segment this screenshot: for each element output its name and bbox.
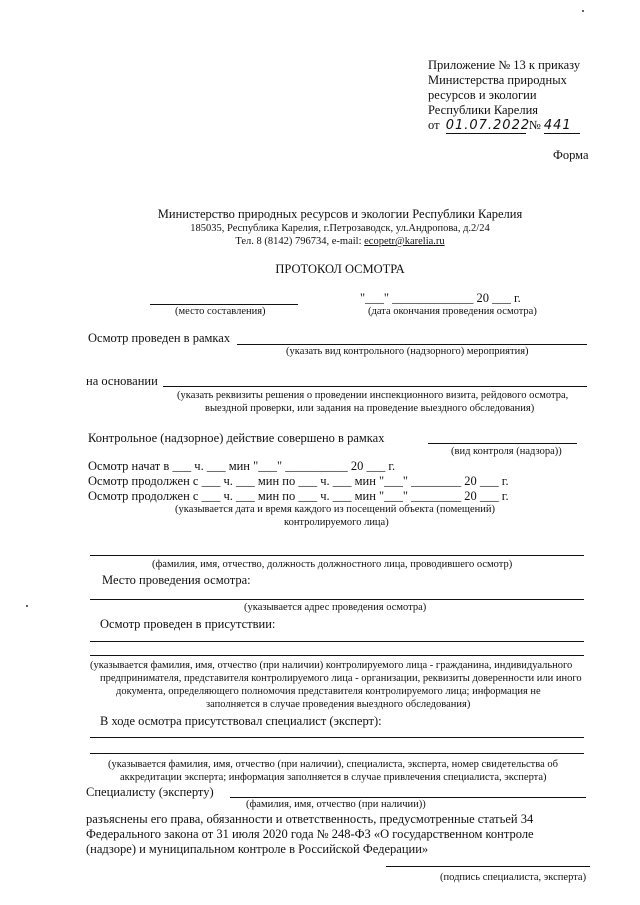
date-fill-line[interactable]: "___" _____________ 20 ___ г.: [360, 291, 521, 305]
appendix-number-prefix: №: [528, 118, 541, 132]
date-caption: (дата окончания проведения осмотра): [368, 306, 537, 317]
expert-field-2[interactable]: [90, 753, 584, 754]
within-field[interactable]: [237, 344, 587, 345]
times-caption-2: контролируемого лица): [284, 517, 389, 528]
within-caption: (указать вид контрольного (надзорного) мероприятия): [286, 346, 529, 357]
presence-caption-1: (указывается фамилия, имя, отчество (при наличии) контролируемого лица - гражданина, индивидуального: [90, 660, 573, 671]
control-field[interactable]: [428, 443, 577, 444]
basis-caption-1: (указать реквизиты решения о проведении инспекционного визита, рейдового осмотра,: [177, 390, 569, 401]
appendix-handwritten-date: 01.07.2022: [445, 118, 531, 133]
expert-caption-1: (указывается фамилия, имя, отчество (при наличии), специалиста, эксперта, номер свидетельства об: [108, 759, 558, 770]
signature-field[interactable]: [386, 866, 590, 867]
presence-field-2[interactable]: [90, 655, 584, 656]
basis-caption-2: выездной проверки, или задания на проведение выездного обследования): [205, 403, 535, 414]
specialist-label: Специалисту (эксперту): [86, 785, 214, 799]
ministry-name: Министерство природных ресурсов и экологии Республики Карелия: [157, 207, 523, 221]
rights-line-1: разъяснены его права, обязанности и ответственность, предусмотренные статьей 34: [86, 812, 534, 826]
appendix-line-1: Приложение № 13 к приказу: [428, 58, 581, 72]
basis-field[interactable]: [163, 386, 587, 387]
presence-caption-3: документа, определяющего полномочия представителя контролируемого лица; информация не: [116, 686, 541, 697]
scan-mark: [582, 10, 584, 12]
basis-label: на основании: [86, 374, 158, 388]
ministry-contacts: [0, 236, 640, 247]
rights-line-2: Федерального закона от 31 июля 2020 года № 248-ФЗ «О государственном контроле: [86, 827, 534, 841]
appendix-line-3: ресурсов и экологии: [428, 88, 537, 102]
rights-line-3: (надзоре) и муниципальном контроле в Российской Федерации»: [86, 842, 429, 856]
ministry-phone: Тел. 8 (8142) 796734, e-mail:: [235, 236, 365, 247]
ministry-email-link[interactable]: ecopetr@karelia.ru: [364, 236, 445, 247]
official-caption: (фамилия, имя, отчество, должность должностного лица, проводившего осмотр): [152, 559, 513, 570]
appendix-handwritten-number: 441: [544, 118, 580, 134]
appendix-date-prefix: от: [428, 118, 440, 132]
expert-caption-2: аккредитации эксперта; информация заполняется в случае привлечения специалиста, эксперта): [120, 772, 547, 783]
place-caption: (место составления): [175, 306, 266, 317]
specialist-name-field[interactable]: [230, 797, 586, 798]
presence-field-1[interactable]: [90, 641, 584, 642]
scan-mark: [26, 605, 28, 607]
presence-caption-2: предпринимателя, представителя контролируемого лица - организации, реквизиты доверенности или иного: [100, 673, 582, 684]
appendix-date-row: [428, 118, 580, 134]
specialist-caption: (фамилия, имя, отчество (при наличии)): [246, 799, 426, 810]
official-field[interactable]: [90, 555, 584, 556]
within-label: Осмотр проведен в рамках: [88, 331, 231, 345]
appendix-line-4: Республики Карелия: [428, 103, 539, 117]
presence-caption-4: заполняется в случае проведения выездного обследования): [206, 699, 471, 710]
place-field[interactable]: [150, 304, 298, 305]
expert-field-1[interactable]: [90, 737, 584, 738]
appendix-line-2: Министерства природных: [428, 73, 567, 87]
expert-label: В ходе осмотра присутствовал специалист (эксперт):: [100, 714, 382, 728]
form-label: Форма: [553, 148, 589, 162]
signature-caption: (подпись специалиста, эксперта): [440, 872, 587, 883]
page-title: ПРОТОКОЛ ОСМОТРА: [275, 262, 405, 276]
inspection-continued-line-1[interactable]: Осмотр продолжен с ___ ч. ___ мин по ___ ч. ___ мин "___" ________ 20 ___ г.: [88, 474, 509, 488]
control-label: Контрольное (надзорное) действие совершено в рамках: [88, 431, 385, 445]
control-caption: (вид контроля (надзора)): [451, 446, 562, 457]
place-address-field[interactable]: [90, 599, 584, 600]
times-caption-1: (указывается дата и время каждого из посещений объекта (помещений): [175, 504, 495, 515]
place-caption: (указывается адрес проведения осмотра): [244, 602, 427, 613]
inspection-continued-line-2[interactable]: Осмотр продолжен с ___ ч. ___ мин по ___ ч. ___ мин "___" ________ 20 ___ г.: [88, 489, 509, 503]
ministry-address: 185035, Республика Карелия, г.Петрозаводск, ул.Андропова, д.2/24: [190, 223, 490, 234]
presence-label: Осмотр проведен в присутствии:: [100, 617, 276, 631]
inspection-started-line[interactable]: Осмотр начат в ___ ч. ___ мин "___" __________ 20 ___ г.: [88, 459, 396, 473]
place-label: Место проведения осмотра:: [102, 573, 251, 587]
